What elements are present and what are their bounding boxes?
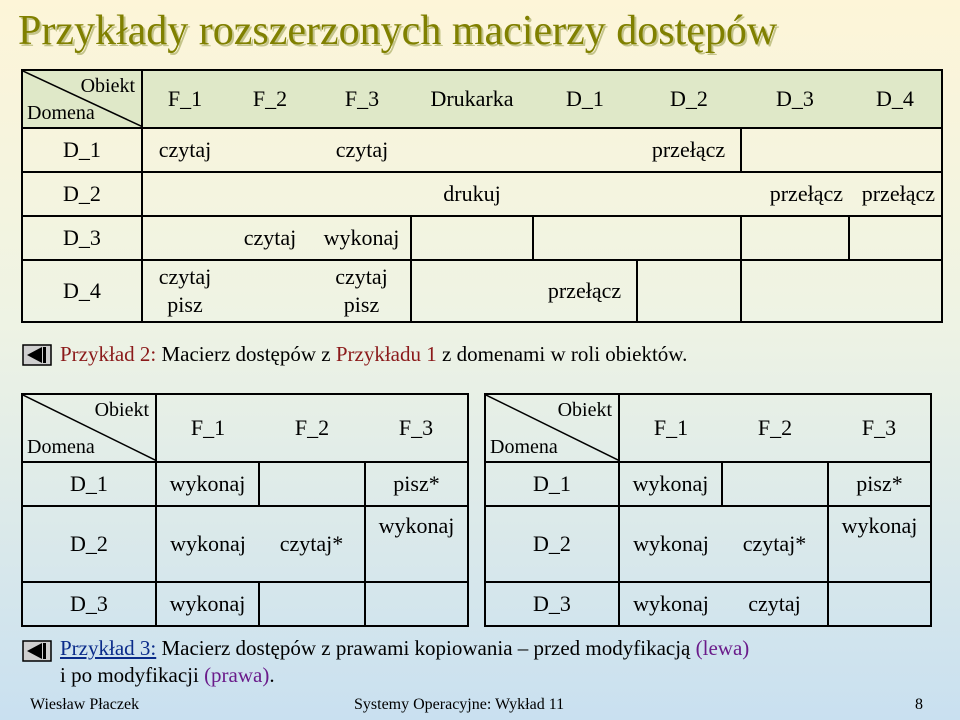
matrix-cell: wykonaj <box>313 216 411 260</box>
column-header: F_2 <box>227 70 313 128</box>
domena-label: Domena <box>27 436 95 458</box>
corner-cell <box>22 394 156 462</box>
matrix-cell <box>849 260 942 322</box>
table-row <box>485 462 931 506</box>
row-label: D_3 <box>485 582 619 626</box>
matrix-cell <box>227 128 313 172</box>
matrix-cell: wykonaj <box>619 582 722 626</box>
caption-label: Przykład 3: <box>60 636 157 660</box>
matrix-cell <box>828 582 931 626</box>
matrix-before-table <box>21 393 469 627</box>
column-header: F_1 <box>142 70 227 128</box>
column-header: D_4 <box>849 70 942 128</box>
obiekt-label: Obiekt <box>557 399 612 421</box>
matrix-cell <box>849 216 942 260</box>
table-row <box>22 260 942 322</box>
caption-text: z domenami w roli obiektów. <box>436 342 688 366</box>
slide-title: Przykłady rozszerzonych macierzy dostępów <box>18 8 778 54</box>
matrix-cell <box>533 216 637 260</box>
table-row <box>485 506 931 582</box>
matrix-cell <box>637 172 741 216</box>
matrix-cell <box>411 260 533 322</box>
row-label: D_2 <box>22 172 142 216</box>
caption-text: i po modyfikacji <box>60 663 205 687</box>
matrix-cell <box>849 128 942 172</box>
table-row <box>22 582 468 626</box>
matrix-cell: przełącz <box>533 260 637 322</box>
access-matrix-table <box>21 69 943 323</box>
matrix-cell: wykonaj <box>156 506 259 582</box>
caption-text: Macierz dostępów z prawami kopiowania – przed modyfikacją <box>156 636 696 660</box>
table-header-row <box>22 394 468 462</box>
row-label: D_3 <box>22 582 156 626</box>
table-row <box>22 216 942 260</box>
matrix-cell <box>227 172 313 216</box>
matrix-cell <box>741 128 849 172</box>
matrix-cell: przełącz <box>741 172 849 216</box>
matrix-cell: wykonaj <box>619 506 722 582</box>
matrix-cell <box>142 216 227 260</box>
caption-lewa: (lewa) <box>695 636 750 660</box>
table-row <box>22 462 468 506</box>
caption-example-2 <box>60 342 687 366</box>
matrix-cell <box>637 260 741 322</box>
row-label: D_4 <box>22 260 142 322</box>
caption-example-3-line2 <box>60 663 950 687</box>
row-label: D_1 <box>485 462 619 506</box>
matrix-cell <box>313 260 411 322</box>
matrix-cell <box>227 260 313 322</box>
corner-cell <box>485 394 619 462</box>
matrix-cell: czytaj <box>227 216 313 260</box>
row-label: D_1 <box>22 462 156 506</box>
table-header-row <box>22 70 942 128</box>
footer-page-number: 8 <box>915 696 923 713</box>
table-header-row <box>485 394 931 462</box>
column-header: D_1 <box>533 70 637 128</box>
column-header: F_2 <box>259 394 365 462</box>
column-header: F_3 <box>365 394 468 462</box>
matrix-cell <box>259 582 365 626</box>
matrix-cell <box>741 260 849 322</box>
footer-course: Systemy Operacyjne: Wykład 11 <box>354 696 565 713</box>
matrix-cell-text: czytaj pisz <box>335 264 388 317</box>
column-header: Drukarka <box>411 70 533 128</box>
matrix-cell <box>259 462 365 506</box>
matrix-cell <box>142 172 227 216</box>
matrix-cell <box>365 582 468 626</box>
matrix-cell: wykonaj <box>619 462 722 506</box>
back-arrow-icon[interactable] <box>22 640 52 662</box>
matrix-cell <box>313 172 411 216</box>
column-header: F_3 <box>828 394 931 462</box>
table-row <box>22 128 942 172</box>
matrix-cell-text: czytaj pisz <box>158 264 212 317</box>
column-header: D_2 <box>637 70 741 128</box>
matrix-cell: wykonaj <box>156 462 259 506</box>
matrix-cell: przełącz <box>849 172 942 216</box>
matrix-cell: czytaj <box>142 128 227 172</box>
caption-example-3 <box>60 636 950 660</box>
matrix-cell: wykonaj <box>365 506 468 582</box>
caption-text: . <box>269 663 275 687</box>
domena-label: Domena <box>490 436 558 458</box>
matrix-cell <box>142 260 227 322</box>
domena-label: Domena <box>27 102 95 124</box>
footer-author: Wiesław Płaczek <box>30 696 140 713</box>
matrix-cell <box>533 128 637 172</box>
column-header: F_2 <box>722 394 828 462</box>
table-row <box>22 506 468 582</box>
matrix-cell <box>411 128 533 172</box>
matrix-cell <box>637 216 741 260</box>
caption-prawa: (prawa) <box>204 663 270 687</box>
matrix-cell: czytaj <box>313 128 411 172</box>
back-arrow-icon[interactable] <box>22 344 52 366</box>
caption-label: Przykład 2: <box>60 342 157 366</box>
corner-cell <box>22 70 142 128</box>
row-label: D_3 <box>22 216 142 260</box>
matrix-cell: drukuj <box>411 172 533 216</box>
matrix-cell: pisz* <box>828 462 931 506</box>
matrix-cell: czytaj* <box>259 506 365 582</box>
matrix-cell: wykonaj <box>156 582 259 626</box>
matrix-cell <box>411 216 533 260</box>
column-header: F_3 <box>313 70 411 128</box>
obiekt-label: Obiekt <box>94 399 149 421</box>
caption-text: Macierz dostępów z <box>156 342 336 366</box>
column-header: F_1 <box>619 394 722 462</box>
row-label: D_2 <box>22 506 156 582</box>
row-label: D_1 <box>22 128 142 172</box>
table-row <box>22 172 942 216</box>
table-row <box>485 582 931 626</box>
matrix-cell <box>722 462 828 506</box>
matrix-after-table <box>484 393 932 627</box>
row-label: D_2 <box>485 506 619 582</box>
obiekt-label: Obiekt <box>80 75 135 97</box>
matrix-cell: czytaj* <box>722 506 828 582</box>
caption-reference: Przykładu 1 <box>335 342 437 366</box>
matrix-cell <box>533 172 637 216</box>
matrix-cell: wykonaj <box>828 506 931 582</box>
column-header: D_3 <box>741 70 849 128</box>
matrix-cell: pisz* <box>365 462 468 506</box>
column-header: F_1 <box>156 394 259 462</box>
matrix-cell <box>741 216 849 260</box>
matrix-cell: czytaj <box>722 582 828 626</box>
matrix-cell: przełącz <box>637 128 741 172</box>
